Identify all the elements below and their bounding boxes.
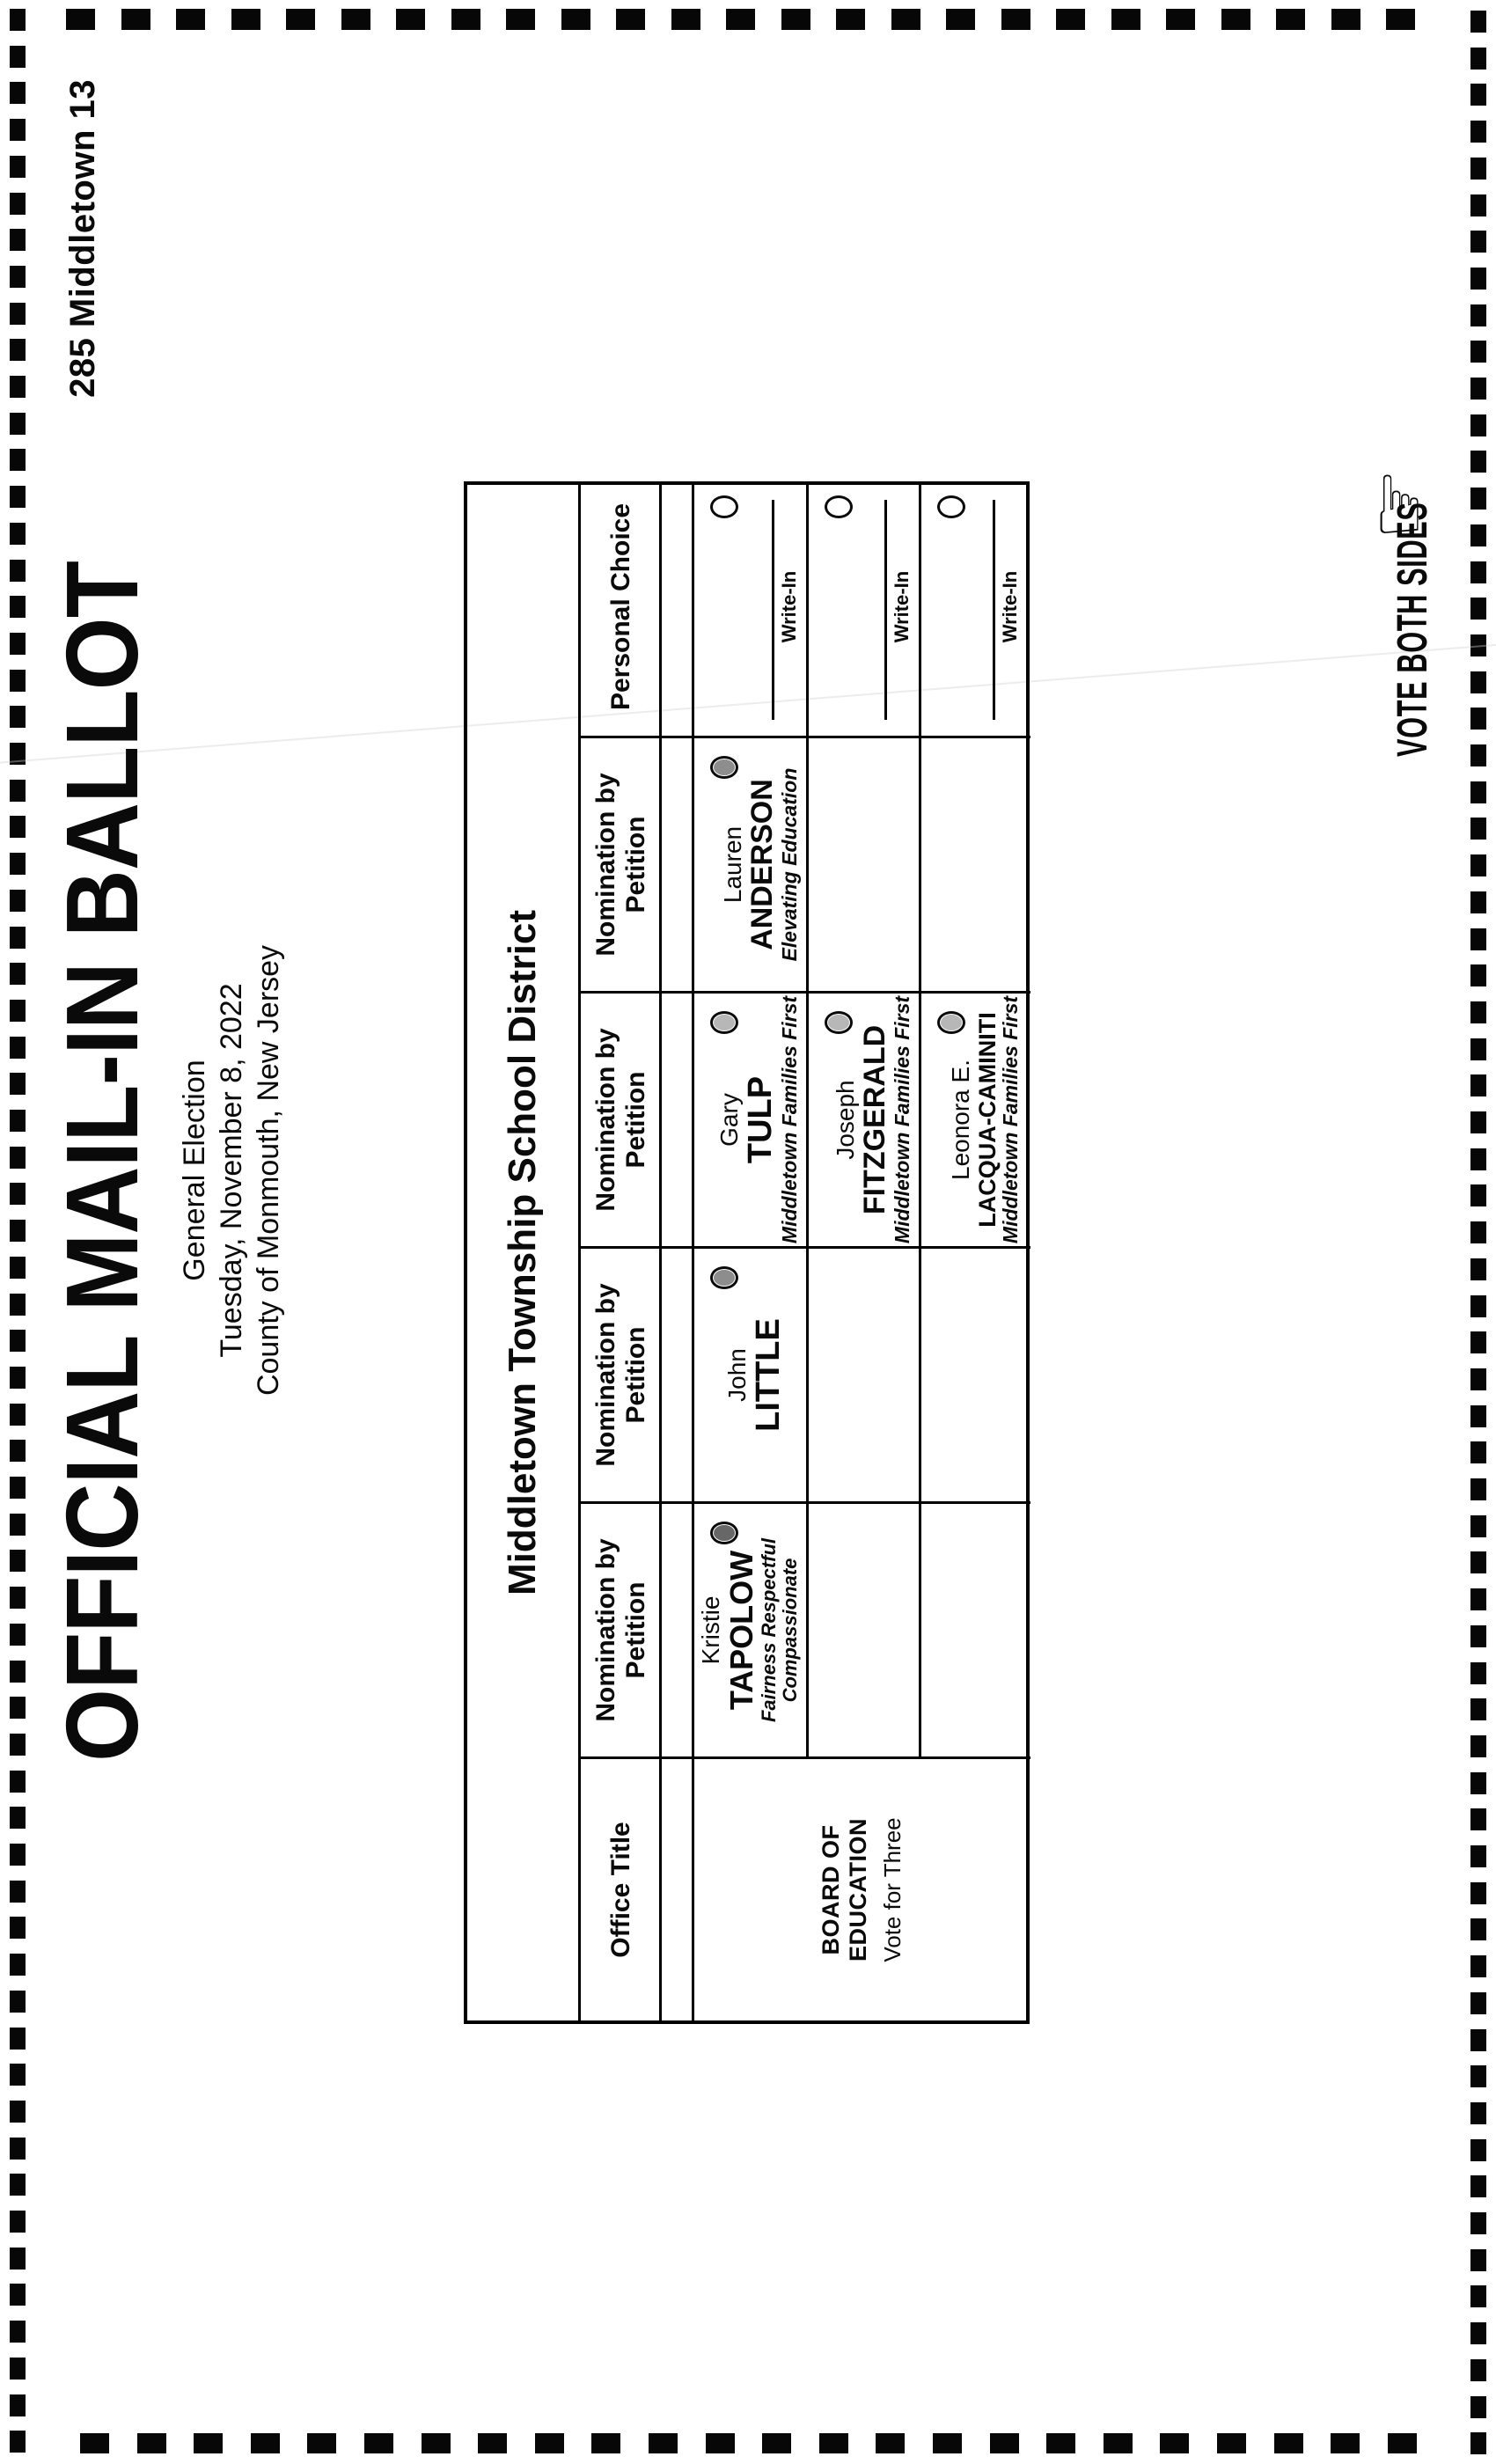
vote-oval-anderson[interactable] xyxy=(710,756,738,779)
header-label: Nomination by xyxy=(591,1283,620,1467)
vote-oval-little[interactable] xyxy=(710,1266,738,1289)
candidate-cell-fitzgerald xyxy=(809,994,919,1246)
header-label: Personal Choice xyxy=(606,502,635,711)
write-in-cell-2 xyxy=(809,478,919,736)
oval-fill xyxy=(714,759,735,775)
contest-table xyxy=(464,481,1030,2024)
write-in-oval-3[interactable] xyxy=(937,495,965,518)
subtitle-line-county: County of Monmouth, New Jersey xyxy=(252,944,285,1397)
ballot-subtitle xyxy=(176,945,287,1396)
candidate-cell-anderson xyxy=(694,738,806,991)
candidate-cell-tapolow xyxy=(694,1504,806,1756)
ballot-title: OFFICIAL MAIL-IN BALLOT xyxy=(45,561,159,1763)
column-header-nomination-4 xyxy=(581,738,662,994)
candidate-cell-tulp xyxy=(694,994,806,1246)
write-in-oval-1[interactable] xyxy=(710,495,738,518)
write-in-label: Write-In xyxy=(999,570,1021,643)
table-rule xyxy=(659,485,662,2020)
write-in-cell-3 xyxy=(921,478,1027,736)
header-label: Petition xyxy=(621,1326,650,1424)
oval-fill xyxy=(714,1270,735,1286)
precinct-label: 285 Middletown 13 xyxy=(63,79,102,398)
write-in-cell-1 xyxy=(694,478,806,736)
oval-fill xyxy=(941,499,962,515)
column-header-personal-choice xyxy=(581,478,662,738)
vote-for-instruction: Vote for Three xyxy=(879,1817,906,1962)
column-header-nomination-1 xyxy=(581,1504,662,1759)
header-label: Nomination by xyxy=(591,1028,620,1212)
slogan-line: Middletown Families First xyxy=(891,995,913,1244)
column-header-office-title xyxy=(581,1759,662,2020)
header-label: Petition xyxy=(621,816,650,913)
candidate-first-name: Lauren xyxy=(719,825,747,904)
candidate-last-name: LITTLE xyxy=(750,1318,788,1432)
candidate-first-name: John xyxy=(723,1348,752,1402)
office-title-cell xyxy=(694,1759,1030,2020)
write-in-line-3[interactable] xyxy=(993,500,995,720)
write-in-line-2[interactable] xyxy=(884,500,887,720)
slogan-line: Compassionate xyxy=(779,1558,801,1703)
header-label: Petition xyxy=(621,1581,650,1679)
vote-oval-fitzgerald[interactable] xyxy=(825,1011,853,1034)
header-label: Office Title xyxy=(606,1822,635,1958)
write-in-label: Write-In xyxy=(778,570,800,643)
office-name: BOARD OF EDUCATION xyxy=(818,1818,871,1962)
vote-both-sides-label: VOTE BOTH SIDES xyxy=(1390,502,1436,757)
slogan-line: Fairness Respectful xyxy=(758,1537,780,1723)
header-label: Petition xyxy=(621,1071,650,1169)
candidate-slogan xyxy=(779,996,801,1243)
candidate-slogan xyxy=(1000,996,1022,1243)
write-in-line-1[interactable] xyxy=(772,500,774,720)
manicule-right-icon: ☞ xyxy=(1352,467,1446,540)
candidate-last-name: FITZGERALD xyxy=(858,1024,892,1215)
slogan-line: Elevating Education xyxy=(778,767,801,962)
candidate-slogan xyxy=(891,996,913,1243)
subtitle-line-date: Tuesday, November 8, 2022 xyxy=(215,983,248,1358)
oval-fill xyxy=(714,499,735,515)
candidate-last-name: TAPOLOW xyxy=(723,1550,760,1711)
candidate-cell-little xyxy=(694,1249,806,1501)
slogan-line: Middletown Families First xyxy=(999,995,1022,1244)
column-header-nomination-2 xyxy=(581,1249,662,1504)
write-in-label: Write-In xyxy=(891,570,913,643)
vote-oval-tapolow[interactable] xyxy=(710,1522,738,1544)
header-label: Nomination by xyxy=(591,773,620,957)
candidate-last-name: LACQUA-CAMINITI xyxy=(973,1012,1001,1228)
vote-oval-lacqua-caminiti[interactable] xyxy=(937,1011,965,1034)
oval-fill xyxy=(941,1015,962,1030)
oval-fill xyxy=(828,499,849,515)
candidate-slogan xyxy=(779,768,801,962)
slogan-line: Middletown Families First xyxy=(778,995,801,1244)
column-header-nomination-3 xyxy=(581,994,662,1249)
oval-fill xyxy=(714,1015,735,1030)
subtitle-line-election: General Election xyxy=(178,1060,211,1281)
district-title: Middletown Township School District xyxy=(467,485,581,2020)
oval-fill xyxy=(828,1015,849,1030)
vote-oval-tulp[interactable] xyxy=(710,1011,738,1034)
candidate-last-name: TULP xyxy=(742,1075,780,1164)
oval-fill xyxy=(714,1525,735,1541)
header-label: Nomination by xyxy=(591,1538,620,1722)
candidate-first-name: Kristie xyxy=(697,1595,725,1665)
candidate-first-name: Leonora E. xyxy=(946,1060,974,1180)
candidate-last-name: ANDERSON xyxy=(745,779,780,950)
candidate-first-name: Joseph xyxy=(832,1080,860,1160)
write-in-oval-2[interactable] xyxy=(825,495,853,518)
candidate-first-name: Gary xyxy=(715,1093,744,1147)
candidate-cell-lacqua-caminiti xyxy=(921,994,1027,1246)
candidate-slogan xyxy=(759,1538,801,1722)
